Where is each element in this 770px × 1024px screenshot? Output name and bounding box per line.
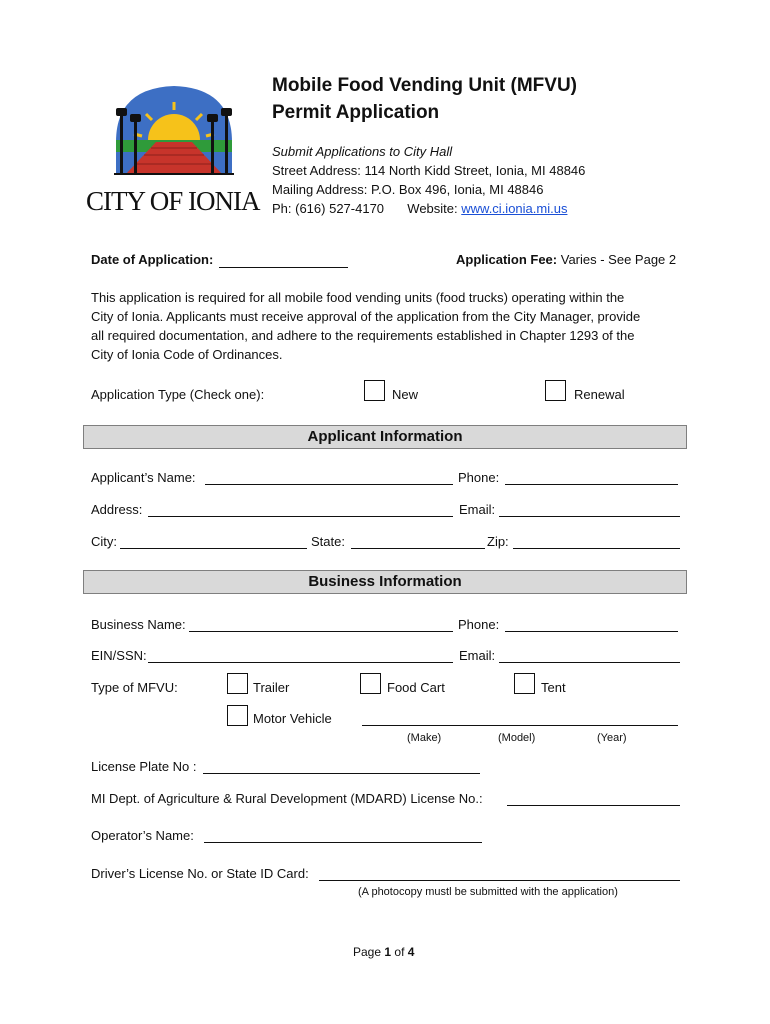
submit-note: Submit Applications to City Hall bbox=[272, 144, 453, 159]
fee-line bbox=[456, 252, 676, 268]
phone-line bbox=[272, 201, 567, 217]
page-total: 4 bbox=[407, 945, 415, 959]
mailing-address: Mailing Address: P.O. Box 496, Ionia, MI 48846 bbox=[272, 182, 544, 197]
page-title-line2: Permit Application bbox=[272, 102, 440, 123]
intro-line-4: City of Ionia Code of Ordinances. bbox=[91, 347, 283, 362]
model-label: (Model) bbox=[498, 732, 536, 744]
license-plate-field[interactable] bbox=[203, 773, 480, 774]
business-phone-label: Phone: bbox=[458, 617, 500, 632]
business-phone-field[interactable] bbox=[505, 631, 678, 632]
date-field[interactable] bbox=[219, 267, 348, 268]
food-cart-checkbox[interactable] bbox=[360, 673, 381, 694]
applicant-city-field[interactable] bbox=[120, 548, 307, 549]
ein-field[interactable] bbox=[148, 662, 453, 663]
website-link[interactable]: www.ci.ionia.mi.us bbox=[461, 201, 568, 216]
intro-line-1: This application is required for all mobile food vending units (food trucks) operating within the bbox=[91, 290, 625, 305]
ein-label: EIN/SSN: bbox=[91, 648, 147, 663]
motor-vehicle-checkbox[interactable] bbox=[227, 705, 248, 726]
page-number bbox=[353, 944, 414, 960]
make-label: (Make) bbox=[407, 732, 442, 744]
page-title-line1: Mobile Food Vending Unit (MFVU) bbox=[272, 75, 578, 96]
applicant-address-label: Address: bbox=[91, 502, 143, 517]
food-cart-label: Food Cart bbox=[387, 680, 445, 695]
mdard-field[interactable] bbox=[507, 805, 680, 806]
applicant-state-field[interactable] bbox=[351, 548, 485, 549]
page-word: Page bbox=[353, 945, 382, 959]
applicant-email-label: Email: bbox=[459, 502, 496, 517]
applicant-phone-label: Phone: bbox=[458, 470, 500, 485]
applicant-phone-field[interactable] bbox=[505, 484, 678, 485]
new-label: New bbox=[392, 387, 419, 402]
applicant-address-field[interactable] bbox=[148, 516, 453, 517]
website-label: Website: bbox=[407, 201, 458, 216]
city-logo bbox=[86, 82, 262, 216]
date-label: Date of Application: bbox=[91, 252, 214, 267]
year-label: (Year) bbox=[597, 732, 627, 744]
business-email-label: Email: bbox=[459, 648, 496, 663]
of-word: of bbox=[394, 945, 405, 959]
applicant-city-label: City: bbox=[91, 534, 117, 549]
motor-vehicle-label: Motor Vehicle bbox=[253, 711, 332, 726]
fee-label: Application Fee: bbox=[456, 252, 558, 267]
mfvu-type-label: Type of MFVU: bbox=[91, 680, 178, 695]
fee-value: Varies - See Page 2 bbox=[560, 252, 677, 267]
city-phone: Ph: (616) 527-4170 bbox=[272, 201, 385, 216]
business-name-label: Business Name: bbox=[91, 617, 186, 632]
tent-checkbox[interactable] bbox=[514, 673, 535, 694]
tent-label: Tent bbox=[541, 680, 566, 695]
logo-text: CITY OF IONIA bbox=[86, 186, 260, 216]
renewal-checkbox[interactable] bbox=[545, 380, 566, 401]
business-email-field[interactable] bbox=[499, 662, 680, 663]
drivers-license-field[interactable] bbox=[319, 880, 680, 881]
applicant-section-header: Applicant Information bbox=[83, 425, 687, 449]
intro-line-2: City of Ionia. Applicants must receive approval of the application from the City Manager, provide bbox=[91, 309, 641, 324]
street-address: Street Address: 114 North Kidd Street, Ionia, MI 48846 bbox=[272, 163, 586, 178]
applicant-email-field[interactable] bbox=[499, 516, 680, 517]
operator-name-label: Operator’s Name: bbox=[91, 828, 194, 843]
intro-line-3: all required documentation, and adhere to the requirements established in Chapter 1293 of the bbox=[91, 328, 635, 343]
license-plate-label: License Plate No : bbox=[91, 759, 197, 774]
page-current: 1 bbox=[384, 945, 392, 959]
application-type-label: Application Type (Check one): bbox=[91, 387, 265, 402]
operator-name-field[interactable] bbox=[204, 842, 482, 843]
applicant-state-label: State: bbox=[311, 534, 345, 549]
applicant-name-label: Applicant’s Name: bbox=[91, 470, 196, 485]
trailer-label: Trailer bbox=[253, 680, 290, 695]
applicant-zip-label: Zip: bbox=[487, 534, 509, 549]
city-seal-icon bbox=[86, 82, 262, 182]
mdard-label: MI Dept. of Agriculture & Rural Development (MDARD) License No.: bbox=[91, 791, 483, 806]
drivers-license-label: Driver’s License No. or State ID Card: bbox=[91, 866, 309, 881]
trailer-checkbox[interactable] bbox=[227, 673, 248, 694]
vehicle-info-field[interactable] bbox=[362, 725, 678, 726]
renewal-label: Renewal bbox=[574, 387, 625, 402]
business-section-header: Business Information bbox=[83, 570, 687, 594]
applicant-name-field[interactable] bbox=[205, 484, 453, 485]
business-name-field[interactable] bbox=[189, 631, 453, 632]
new-checkbox[interactable] bbox=[364, 380, 385, 401]
applicant-zip-field[interactable] bbox=[513, 548, 680, 549]
photocopy-note: (A photocopy mustl be submitted with the application) bbox=[358, 886, 618, 898]
